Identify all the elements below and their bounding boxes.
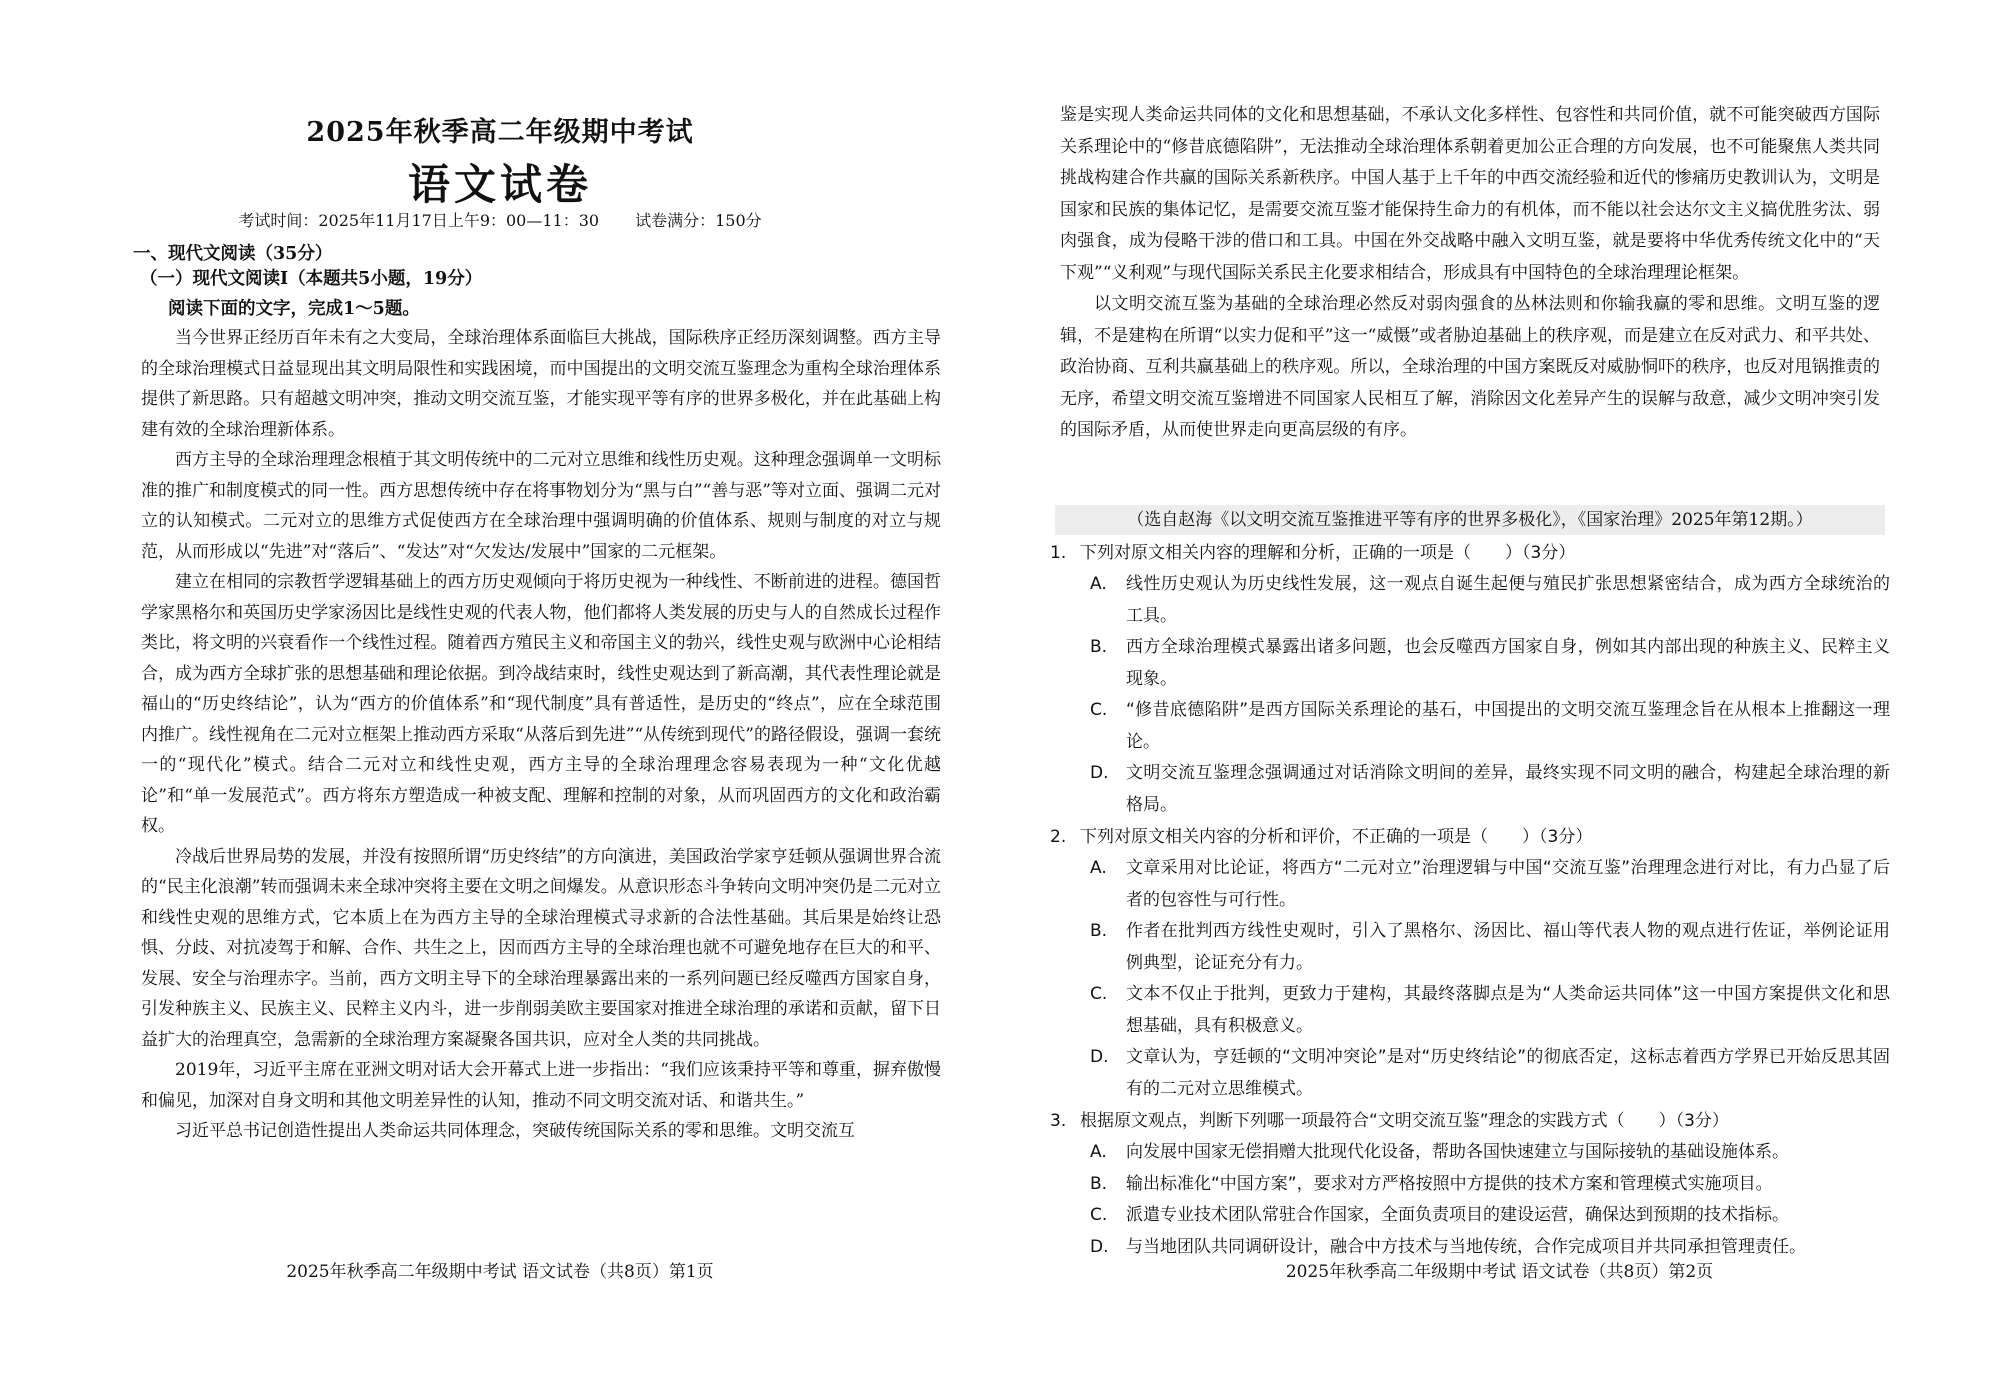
section-heading: 一、现代文阅读（35分） bbox=[133, 244, 333, 264]
option-letter: A. bbox=[1090, 858, 1107, 878]
passage-paragraph: 鉴是实现人类命运共同体的文化和思想基础，不承认文化多样性、包容性和共同价值，就不可能突破西方国际关系理论中的“修昔底德陷阱”，无法推动全球治理体系朝着更加公正合理的方向发展，也不可能聚焦人类共同挑战构建合作共赢的国际关系新秩序。中国人基于上千年的中西交流经验和近代的惨痛历史教训认为，文明是国家和民族的集体记忆，是需要交流互鉴才能保持生命力的有机体，而不能以社会达尔文主义搞优胜劣汰、弱肉强食，成为侵略干涉的借口和工具。中国在外交战略中融入文明互鉴，就是要将中华优秀传统文化中的“天下观”“义利观”与现代国际关系民主化要求相结合，形成具有中国特色的全球治理理论框架。 bbox=[1060, 105, 1880, 283]
option-letter: D. bbox=[1090, 763, 1109, 783]
option-letter: D. bbox=[1090, 1236, 1109, 1257]
exam-time: 考试时间：2025年11月17日上午9：00—11：30 bbox=[238, 211, 600, 230]
option-c[interactable] bbox=[1050, 979, 1890, 1042]
option-text: 输出标准化“中国方案”，要求对方严格按照中方提供的技术方案和管理模式实施项目。 bbox=[1126, 1173, 1773, 1194]
option-text: 西方全球治理模式暴露出诸多问题，也会反噬西方国家自身，例如其内部出现的种族主义、民粹主义现象。 bbox=[1126, 637, 1890, 689]
question-stem bbox=[1050, 1105, 1890, 1137]
option-letter: B. bbox=[1090, 637, 1108, 657]
option-c[interactable] bbox=[1050, 695, 1890, 758]
option-text: 文章认为，亨廷顿的“文明冲突论”是对“历史终结论”的彻底否定，这标志着西方学界已开始反思其固有的二元对立思维模式。 bbox=[1126, 1047, 1890, 1099]
option-text: “修昔底德陷阱”是西方国际关系理论的基石，中国提出的文明交流互鉴理念旨在从根本上推翻这一理论。 bbox=[1126, 700, 1890, 752]
page-footer: 2025年秋季高二年级期中考试 语文试卷（共8页）第1页 bbox=[286, 1262, 714, 1282]
reading-passage-part-1 bbox=[141, 323, 941, 1147]
option-text: 文明交流互鉴理念强调通过对话消除文明间的差异，最终实现不同文明的融合，构建起全球治理的新格局。 bbox=[1126, 763, 1890, 815]
passage-paragraph: 2019年，习近平主席在亚洲文明对话大会开幕式上进一步指出：“我们应该秉持平等和尊重，摒弃傲慢和偏见，加深对自身文明和其他文明差异性的认知，推动不同文明交流对话、和谐共生。” bbox=[141, 1060, 941, 1111]
option-text: 线性历史观认为历史线性发展，这一观点自诞生起便与殖民扩张思想紧密结合，成为西方全球统治的工具。 bbox=[1126, 574, 1890, 626]
passage-paragraph: 西方主导的全球治理理念根植于其文明传统中的二元对立思维和线性历史观。这种理念强调单一文明标准的推广和制度模式的同一性。西方思想传统中存在将事物划分为“黑与白”“善与恶”等对立面、强调二元对立的认知模式。二元对立的思维方式促使西方在全球治理中强调明确的价值体系、规则与制度的对立与规范，从而形成以“先进”对“落后”、“发达”对“欠发达/发展中”国家的二元框架。 bbox=[141, 450, 941, 562]
full-score: 试卷满分：150分 bbox=[635, 211, 762, 230]
reading-instruction: 阅读下面的文字，完成1～5题。 bbox=[168, 299, 420, 319]
question-stem bbox=[1050, 821, 1890, 853]
option-b[interactable] bbox=[1050, 1169, 1890, 1201]
option-letter: A. bbox=[1090, 1142, 1107, 1162]
option-text: 文章采用对比论证，将西方“二元对立”治理逻辑与中国“交流互鉴”治理理念进行对比，有力凸显了后者的包容性与可行性。 bbox=[1126, 858, 1890, 910]
option-letter: C. bbox=[1090, 700, 1108, 720]
question-number: 3. bbox=[1050, 1111, 1067, 1131]
exam-subtitle: 语文试卷 bbox=[407, 160, 592, 209]
question-number: 2. bbox=[1050, 827, 1067, 847]
option-text: 向发展中国家无偿捐赠大批现代化设备，帮助各国快速建立与国际接轨的基础设施体系。 bbox=[1126, 1142, 1789, 1162]
option-a[interactable] bbox=[1050, 1137, 1890, 1169]
passage-source: （选自赵海《以文明交流互鉴推进平等有序的世界多极化》，《国家治理》2025年第12期。） bbox=[1055, 505, 1885, 535]
page-footer: 2025年秋季高二年级期中考试 语文试卷（共8页）第2页 bbox=[1285, 1262, 1714, 1282]
option-a[interactable] bbox=[1050, 569, 1890, 632]
option-text: 作者在批判西方线性史观时，引入了黑格尔、汤因比、福山等代表人物的观点进行佐证，举例论证用例典型，论证充分有力。 bbox=[1126, 921, 1890, 973]
subsection-heading: （一）现代文阅读Ⅰ（本题共5小题，19分） bbox=[140, 269, 483, 289]
question-text: 下列对原文相关内容的分析和评价，不正确的一项是（ ）（3分） bbox=[1080, 827, 1593, 847]
question-1 bbox=[1050, 537, 1890, 821]
question-stem bbox=[1050, 537, 1890, 569]
question-2 bbox=[1050, 821, 1890, 1105]
option-letter: C. bbox=[1090, 984, 1108, 1004]
option-letter: C. bbox=[1090, 1205, 1108, 1225]
option-text: 派遣专业技术团队常驻合作国家，全面负责项目的建设运营，确保达到预期的技术指标。 bbox=[1126, 1205, 1789, 1225]
exam-meta bbox=[0, 208, 1000, 231]
question-list bbox=[1050, 537, 1890, 1263]
option-b[interactable] bbox=[1050, 916, 1890, 979]
option-letter: A. bbox=[1090, 574, 1107, 594]
passage-paragraph: 习近平总书记创造性提出人类命运共同体理念，突破传统国际关系的零和思维。文明交流互 bbox=[175, 1121, 855, 1141]
question-text: 根据原文观点，判断下列哪一项最符合“文明交流互鉴”理念的实践方式（ ）（3分） bbox=[1080, 1111, 1729, 1131]
passage-paragraph: 当今世界正经历百年未有之大变局，全球治理体系面临巨大挑战，国际秩序正经历深刻调整。西方主导的全球治理模式日益显现出其文明局限性和实践困境，而中国提出的文明交流互鉴理念为重构全球治理体系提供了新思路。只有超越文明冲突，推动文明交流互鉴，才能实现平等有序的世界多极化，并在此基础上构建有效的全球治理新体系。 bbox=[141, 328, 941, 440]
option-letter: D. bbox=[1090, 1047, 1109, 1067]
option-d[interactable] bbox=[1050, 1042, 1890, 1105]
option-letter: B. bbox=[1090, 1173, 1108, 1194]
option-c[interactable] bbox=[1050, 1200, 1890, 1232]
question-text: 下列对原文相关内容的理解和分析，正确的一项是（ ）（3分） bbox=[1080, 543, 1576, 563]
option-a[interactable] bbox=[1050, 853, 1890, 916]
exam-page-2 bbox=[1000, 0, 1999, 1385]
passage-paragraph: 以文明交流互鉴为基础的全球治理必然反对弱肉强食的丛林法则和你输我赢的零和思维。文明互鉴的逻辑，不是建构在所谓“以实力促和平”这一“威慑”或者胁迫基础上的秩序观，而是建立在反对武力、和平共处、政治协商、互利共赢基础上的秩序观。所以，全球治理的中国方案既反对威胁恫吓的秩序，也反对甩锅推责的无序，希望文明交流互鉴增进不同国家人民相互了解，消除因文化差异产生的误解与敌意，减少文明冲突引发的国际矛盾，从而使世界走向更高层级的有序。 bbox=[1060, 294, 1880, 440]
reading-passage-part-2 bbox=[1060, 100, 1880, 447]
option-text: 与当地团队共同调研设计，融合中方技术与当地传统，合作完成项目并共同承担管理责任。 bbox=[1126, 1236, 1806, 1257]
exam-title: 2025年秋季高二年级期中考试 bbox=[306, 117, 694, 148]
option-b[interactable] bbox=[1050, 632, 1890, 695]
option-letter: B. bbox=[1090, 921, 1108, 941]
option-d[interactable] bbox=[1050, 758, 1890, 821]
passage-paragraph: 冷战后世界局势的发展，并没有按照所谓“历史终结”的方向演进，美国政治学家亨廷顿从强调世界合流的“民主化浪潮”转而强调未来全球冲突将主要在文明之间爆发。从意识形态斗争转向文明冲突仍是二元对立和线性史观的思维方式，它本质上在为西方主导的全球治理模式寻求新的合法性基础。其后果是始终让恐惧、分歧、对抗凌驾于和解、合作、共生之上，因而西方主导的全球治理也就不可避免地存在巨大的和平、发展、安全与治理赤字。当前，西方文明主导下的全球治理暴露出来的一系列问题已经反噬西方国家自身，引发种族主义、民族主义、民粹主义内斗，进一步削弱美欧主要国家对推进全球治理的承诺和贡献，留下日益扩大的治理真空，急需新的全球治理方案凝聚各国共识，应对全人类的共同挑战。 bbox=[141, 846, 941, 1050]
option-text: 文本不仅止于批判，更致力于建构，其最终落脚点是为“人类命运共同体”这一中国方案提供文化和思想基础，具有积极意义。 bbox=[1126, 984, 1890, 1036]
passage-paragraph: 建立在相同的宗教哲学逻辑基础上的西方历史观倾向于将历史视为一种线性、不断前进的进程。德国哲学家黑格尔和英国历史学家汤因比是线性史观的代表人物，他们都将人类发展的历史与人的自然成长过程作类比，将文明的兴衰看作一个线性过程。随着西方殖民主义和帝国主义的勃兴，线性史观与欧洲中心论相结合，成为西方全球扩张的思想基础和理论依据。到冷战结束时，线性史观达到了新高潮，其代表性理论就是福山的“历史终结论”，认为“西方的价值体系”和“现代制度”具有普适性，是历史的“终点”，应在全球范围内推广。线性视角在二元对立框架上推动西方采取“从落后到先进”“从传统到现代”的路径假设，强调一套统一的“现代化”模式。结合二元对立和线性史观，西方主导的全球治理理念容易表现为一种“文化优越论”和“单一发展范式”。西方将东方塑造成一种被支配、理解和控制的对象，从而巩固西方的文化和政治霸权。 bbox=[141, 572, 941, 836]
question-3 bbox=[1050, 1105, 1890, 1263]
question-number: 1. bbox=[1050, 543, 1067, 563]
